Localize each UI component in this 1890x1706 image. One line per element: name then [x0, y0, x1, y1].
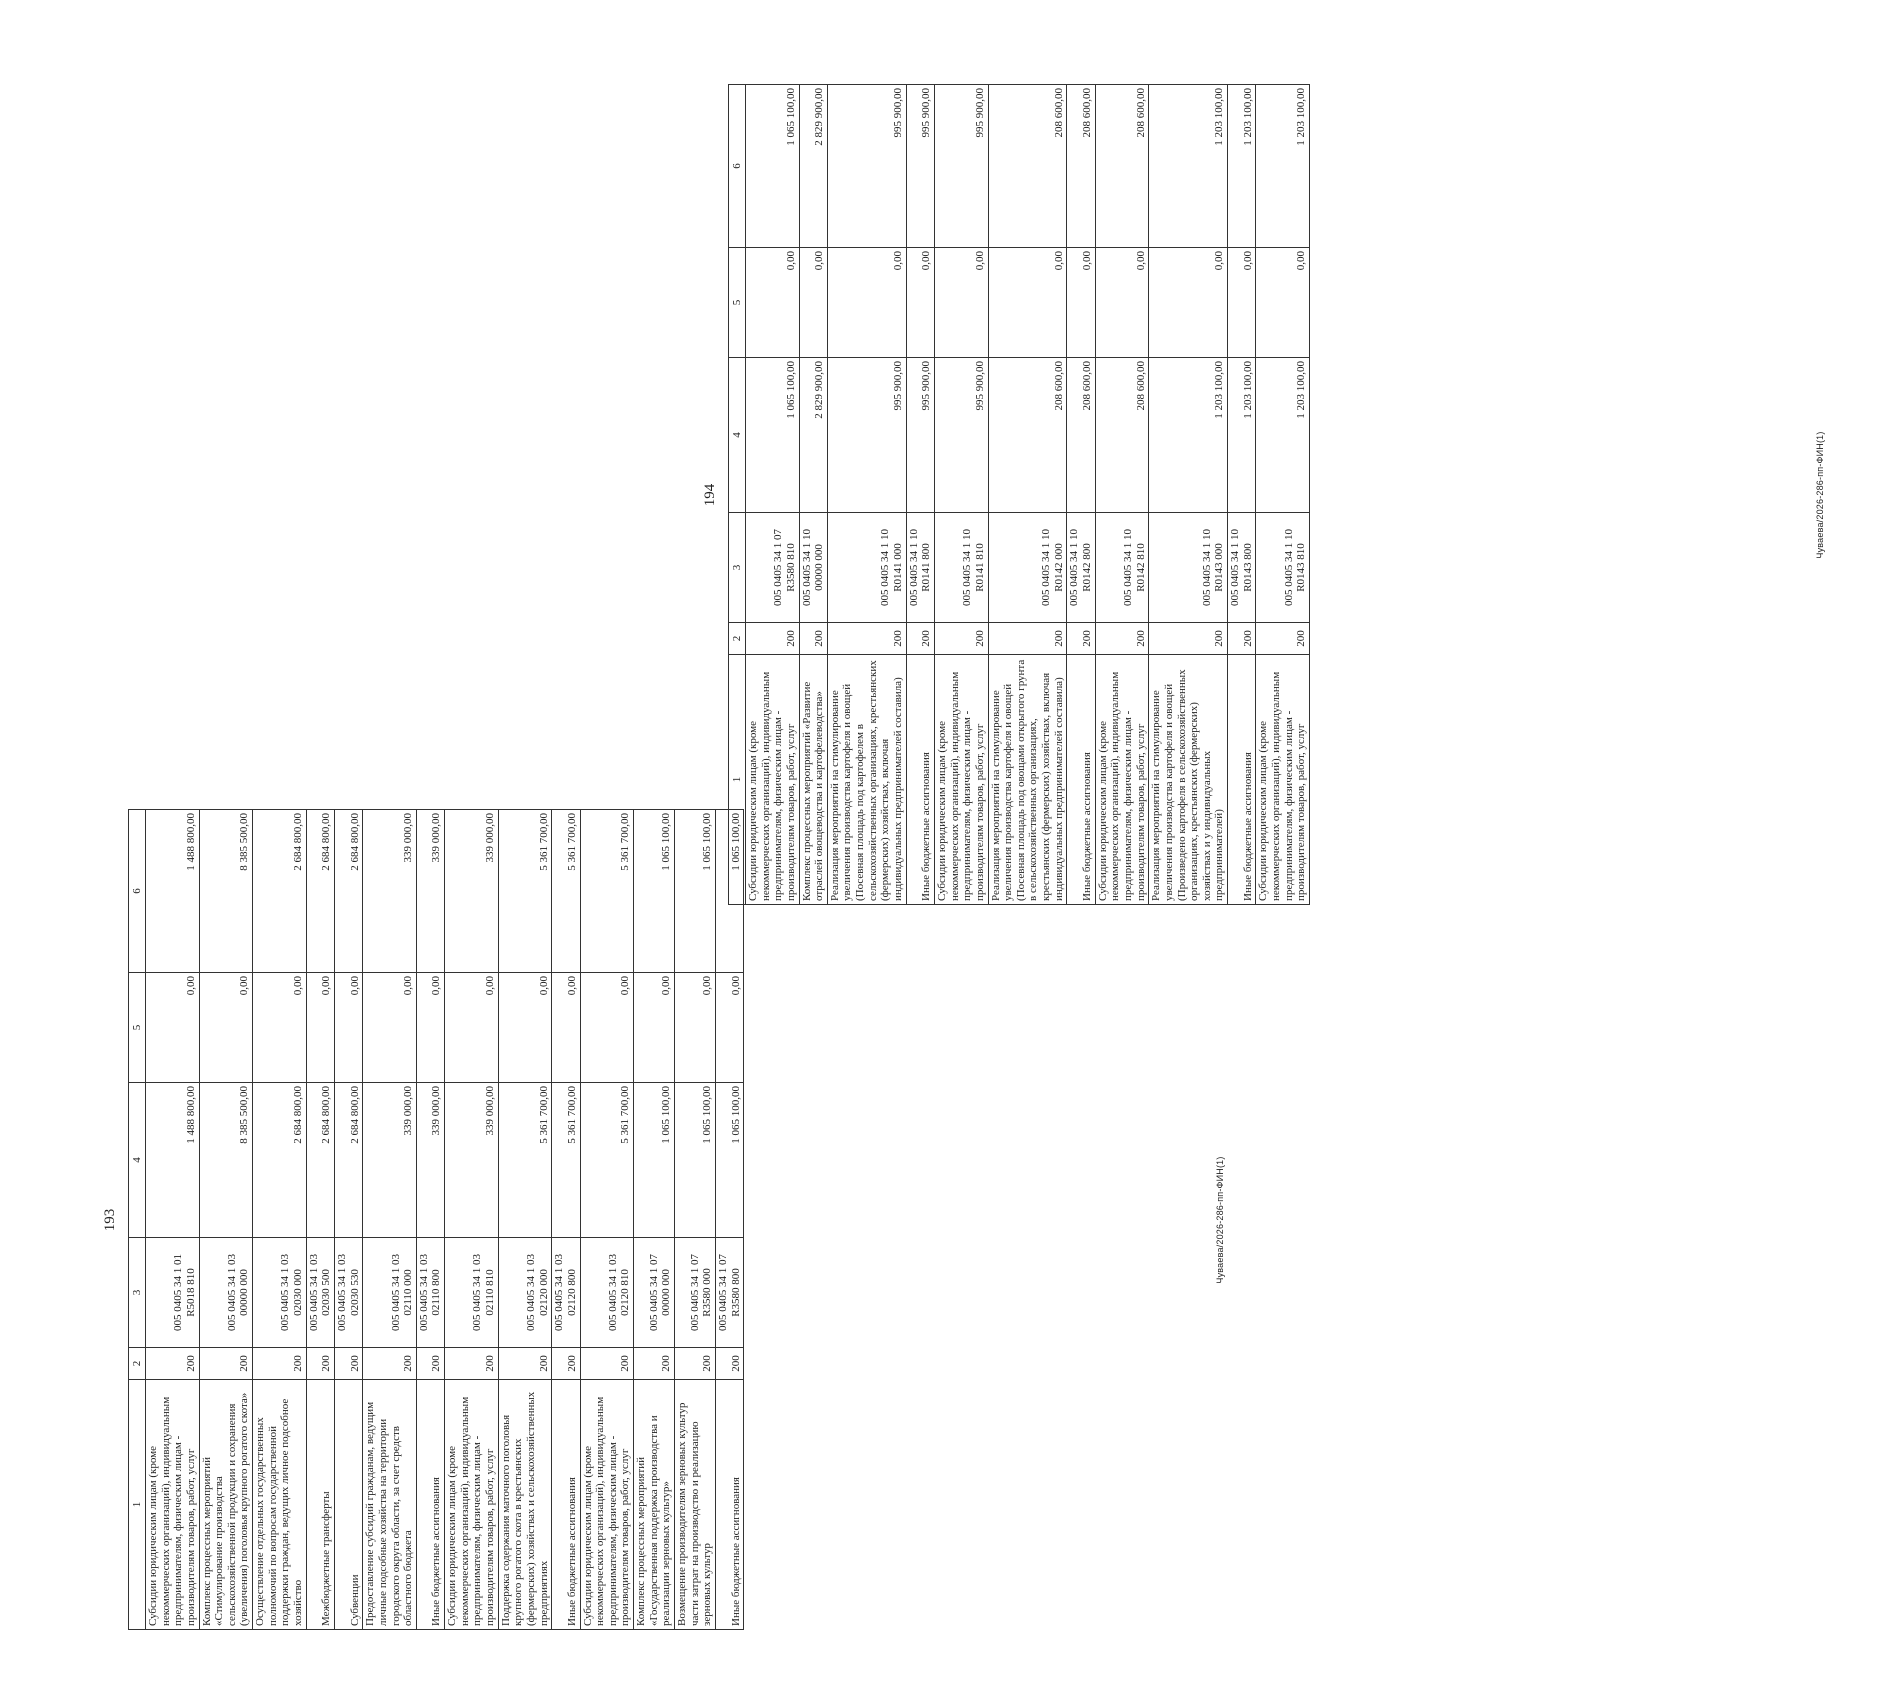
table-cell-c4: 2 829 900,00: [799, 358, 827, 513]
table-cell-c2: 200: [827, 623, 906, 655]
table-cell-c5: 0,00: [827, 248, 906, 358]
table-cell-c4: 339 000,00: [416, 1083, 444, 1238]
table-row: [1095, 85, 1149, 905]
column-header: 2: [129, 1348, 146, 1380]
table-cell-c5: 0,00: [580, 973, 634, 1083]
budget-table: [728, 84, 1310, 905]
table-cell-c6: 339 000,00: [416, 810, 444, 973]
table-cell-c6: 1 203 100,00: [1149, 85, 1228, 248]
table-cell-c1: Иные бюджетные ассигнования: [416, 1380, 444, 1630]
table-cell-c1: Иные бюджетные ассигнования: [1067, 655, 1095, 905]
table-cell-c2: 200: [715, 1348, 743, 1380]
table-cell-c2: 200: [498, 1348, 552, 1380]
table-cell-c2: 200: [363, 1348, 417, 1380]
table-cell-c1: Поддержка содержания маточного поголовья крупного рогатого скота в крестьянских (фермерских) хозяйствах и сельскохозяйственных предприятиях: [498, 1380, 552, 1630]
table-cell-c3: 005 0405 34 1 10 00000 000: [799, 513, 827, 623]
table-cell-c1: Комплекс процессных мероприятий «Развитие отраслей овощеводства и картофелеводства»: [799, 655, 827, 905]
table-cell-c3: 005 0405 34 1 10 R0141 800: [906, 513, 934, 623]
table-row: [1149, 85, 1228, 905]
table-cell-c4: 208 600,00: [1095, 358, 1149, 513]
table-cell-c6: 5 361 700,00: [498, 810, 552, 973]
table-cell-c3: 005 0405 34 1 07 00000 000: [634, 1238, 675, 1348]
table-cell-c1: Осуществление отдельных государственных полномочий по вопросам государственной поддержки граждан, ведущих личное подсобное хозяйство: [253, 1380, 307, 1630]
table-cell-c3: 005 0405 34 1 03 02110 800: [416, 1238, 444, 1348]
table-cell-c6: 1 203 100,00: [1228, 85, 1256, 248]
table-cell-c1: Комплекс процессных мероприятий «Стимулирование производства сельскохозяйственной продукции и сохранения (увеличения) поголовья крупного рогатого скота»: [199, 1380, 253, 1630]
table-row: [988, 85, 1067, 905]
table-row: [1067, 85, 1095, 905]
table-cell-c1: Субсидии юридическим лицам (кроме некоммерческих организаций), индивидуальным предпринимателям, физическим лицам - производителям товаров, работ, услуг: [146, 1380, 200, 1630]
table-cell-c2: 200: [1256, 623, 1310, 655]
table-cell-c2: 200: [634, 1348, 675, 1380]
table-cell-c4: 1 065 100,00: [715, 1083, 743, 1238]
table-cell-c2: 200: [253, 1348, 307, 1380]
table-cell-c5: 0,00: [416, 973, 444, 1083]
table-cell-c1: Субсидии юридическим лицам (кроме некоммерческих организаций), индивидуальным предпринимателям, физическим лицам - производителям товаров, работ, услуг: [746, 655, 800, 905]
table-cell-c6: 339 000,00: [445, 810, 499, 973]
table-cell-c2: 200: [799, 623, 827, 655]
table-cell-c1: Иные бюджетные ассигнования: [715, 1380, 743, 1630]
table-cell-c3: 005 0405 34 1 10 R0143 800: [1228, 513, 1256, 623]
table-body: [746, 85, 1310, 905]
table-cell-c1: Комплекс процессных мероприятий «Государственная поддержка производства и реализации зерновых культур»: [634, 1380, 675, 1630]
table-cell-c4: 2 684 800,00: [334, 1083, 362, 1238]
table-cell-c1: Субсидии юридическим лицам (кроме некоммерческих организаций), индивидуальным предпринимателям, физическим лицам - производителям товаров, работ, услуг: [580, 1380, 634, 1630]
column-header: 6: [729, 85, 746, 248]
table-cell-c2: 200: [1228, 623, 1256, 655]
table-cell-c4: 1 203 100,00: [1149, 358, 1228, 513]
table-cell-c5: 0,00: [906, 248, 934, 358]
table-cell-c3: 005 0405 34 1 03 02030 530: [334, 1238, 362, 1348]
table-cell-c2: 200: [445, 1348, 499, 1380]
table-cell-c1: Предоставление субсидий гражданам, ведущим личные подсобные хозяйства на территории городского округа области, за счет средств областного бюджета: [363, 1380, 417, 1630]
table-row: [934, 85, 988, 905]
table-cell-c6: 339 000,00: [363, 810, 417, 973]
table-cell-c6: 2 684 800,00: [253, 810, 307, 973]
table-cell-c3: 005 0405 34 1 07 R3580 810: [746, 513, 800, 623]
table-cell-c4: 995 900,00: [934, 358, 988, 513]
table-cell-c1: Реализация мероприятий на стимулирование увеличения производства картофеля и овощей (Посевная площадь под картофелем в сельскохозяйственных организациях, крестьянских (фермерских) хозяйствах, включая индивидуальных предпринимателей составила): [827, 655, 906, 905]
table-cell-c2: 200: [199, 1348, 253, 1380]
table-cell-c3: 005 0405 34 1 03 02120 800: [552, 1238, 580, 1348]
table-cell-c4: 1 065 100,00: [746, 358, 800, 513]
table-cell-c5: 0,00: [1256, 248, 1310, 358]
table-cell-c5: 0,00: [1067, 248, 1095, 358]
table-cell-c6: 2 684 800,00: [334, 810, 362, 973]
table-cell-c6: 995 900,00: [934, 85, 988, 248]
table-cell-c4: 339 000,00: [445, 1083, 499, 1238]
table-cell-c5: 0,00: [552, 973, 580, 1083]
table-cell-c2: 200: [988, 623, 1067, 655]
table-cell-c3: 005 0405 34 1 10 R0142 810: [1095, 513, 1149, 623]
table-cell-c4: 208 600,00: [988, 358, 1067, 513]
table-header-row: [729, 85, 746, 905]
table-cell-c4: 995 900,00: [906, 358, 934, 513]
table-cell-c3: 005 0405 34 1 07 R3580 800: [715, 1238, 743, 1348]
table-cell-c6: 208 600,00: [988, 85, 1067, 248]
table-cell-c1: Межбюджетные трансферты: [306, 1380, 334, 1630]
table-cell-c5: 0,00: [1095, 248, 1149, 358]
table-cell-c6: 1 065 100,00: [746, 85, 800, 248]
table-cell-c6: 8 385 500,00: [199, 810, 253, 973]
table-cell-c1: Иные бюджетные ассигнования: [552, 1380, 580, 1630]
table-cell-c5: 0,00: [334, 973, 362, 1083]
table-cell-c4: 1 065 100,00: [634, 1083, 675, 1238]
table-cell-c5: 0,00: [363, 973, 417, 1083]
table-cell-c1: Иные бюджетные ассигнования: [906, 655, 934, 905]
table-cell-c3: 005 0405 34 1 10 R0141 000: [827, 513, 906, 623]
table-cell-c5: 0,00: [199, 973, 253, 1083]
table-cell-c6: 208 600,00: [1095, 85, 1149, 248]
table-cell-c2: 200: [1149, 623, 1228, 655]
table-cell-c5: 0,00: [799, 248, 827, 358]
column-header: 3: [129, 1238, 146, 1348]
table-cell-c3: 005 0405 34 1 03 02120 000: [498, 1238, 552, 1348]
table-cell-c6: 1 065 100,00: [715, 810, 743, 973]
document-code: Чуваева/2026-286-пп-ФИН(1): [1215, 1156, 1225, 1284]
table-cell-c1: Иные бюджетные ассигнования: [1228, 655, 1256, 905]
table-cell-c4: 1 203 100,00: [1228, 358, 1256, 513]
page-number: 193: [102, 1208, 118, 1232]
document-code: Чуваева/2026-286-пп-ФИН(1): [1815, 431, 1825, 559]
table-cell-c5: 0,00: [146, 973, 200, 1083]
table-cell-c2: 200: [1095, 623, 1149, 655]
table-row: [799, 85, 827, 905]
table-cell-c2: 200: [746, 623, 800, 655]
table-cell-c6: 1 488 800,00: [146, 810, 200, 973]
page-number: 194: [702, 483, 718, 507]
table-cell-c4: 2 684 800,00: [253, 1083, 307, 1238]
table-cell-c3: 005 0405 34 1 01 R5018 810: [146, 1238, 200, 1348]
table-cell-c4: 208 600,00: [1067, 358, 1095, 513]
table-cell-c1: Субсидии юридическим лицам (кроме некоммерческих организаций), индивидуальным предпринимателям, физическим лицам - производителям товаров, работ, услуг: [445, 1380, 499, 1630]
table-cell-c4: 8 385 500,00: [199, 1083, 253, 1238]
table-cell-c5: 0,00: [1228, 248, 1256, 358]
table-cell-c5: 0,00: [934, 248, 988, 358]
table-cell-c2: 200: [934, 623, 988, 655]
table-cell-c2: 200: [552, 1348, 580, 1380]
table-row: [827, 85, 906, 905]
table-cell-c2: 200: [334, 1348, 362, 1380]
table-cell-c6: 208 600,00: [1067, 85, 1095, 248]
column-header: 6: [129, 810, 146, 973]
column-header: 1: [729, 655, 746, 905]
table-cell-c6: 995 900,00: [906, 85, 934, 248]
table-cell-c6: 1 203 100,00: [1256, 85, 1310, 248]
table-row: [1256, 85, 1310, 905]
table-cell-c6: 5 361 700,00: [552, 810, 580, 973]
table-cell-c6: 5 361 700,00: [580, 810, 634, 973]
column-header: 4: [729, 358, 746, 513]
table-cell-c5: 0,00: [498, 973, 552, 1083]
column-header: 5: [129, 973, 146, 1083]
table-cell-c4: 1 203 100,00: [1256, 358, 1310, 513]
table-cell-c6: 2 829 900,00: [799, 85, 827, 248]
table-cell-c1: Субсидии юридическим лицам (кроме некоммерческих организаций), индивидуальным предпринимателям, физическим лицам - производителям товаров, работ, услуг: [1095, 655, 1149, 905]
table-cell-c5: 0,00: [253, 973, 307, 1083]
table-row: [906, 85, 934, 905]
table-cell-c2: 200: [416, 1348, 444, 1380]
table-cell-c2: 200: [146, 1348, 200, 1380]
column-header: 2: [729, 623, 746, 655]
table-cell-c3: 005 0405 34 1 10 R0141 810: [934, 513, 988, 623]
table-cell-c3: 005 0405 34 1 10 R0142 800: [1067, 513, 1095, 623]
table-cell-c5: 0,00: [988, 248, 1067, 358]
table-cell-c4: 5 361 700,00: [580, 1083, 634, 1238]
table-row: [1228, 85, 1256, 905]
table-cell-c2: 200: [674, 1348, 715, 1380]
table-cell-c4: 1 065 100,00: [674, 1083, 715, 1238]
table-cell-c6: 1 065 100,00: [634, 810, 675, 973]
table-cell-c4: 5 361 700,00: [498, 1083, 552, 1238]
table-cell-c2: 200: [906, 623, 934, 655]
table-cell-c3: 005 0405 34 1 03 02030 000: [253, 1238, 307, 1348]
table-cell-c5: 0,00: [445, 973, 499, 1083]
table-cell-c2: 200: [306, 1348, 334, 1380]
table-cell-c6: 1 065 100,00: [674, 810, 715, 973]
table-cell-c1: Возмещение производителям зерновых культур части затрат на производство и реализацию зерновых культур: [674, 1380, 715, 1630]
table-cell-c3: 005 0405 34 1 10 R0142 000: [988, 513, 1067, 623]
table-cell-c1: Реализация мероприятий на стимулирование увеличения производства картофеля и овощей (Посевная площадь под овощами открытого грунта в сельскохозяйственных организациях, крестьянских (фермерских) хозяйствах, включая индивидуальных предпринимателей составила): [988, 655, 1067, 905]
table-cell-c3: 005 0405 34 1 03 02030 500: [306, 1238, 334, 1348]
table-cell-c4: 1 488 800,00: [146, 1083, 200, 1238]
table-cell-c3: 005 0405 34 1 10 R0143 810: [1256, 513, 1310, 623]
column-header: 1: [129, 1380, 146, 1630]
table-cell-c5: 0,00: [746, 248, 800, 358]
column-header: 5: [729, 248, 746, 358]
table-cell-c4: 2 684 800,00: [306, 1083, 334, 1238]
table-cell-c1: Реализация мероприятий на стимулирование увеличения производства картофеля и овощей (Произведено картофеля в сельскохозяйственных организациях, крестьянских (фермерских) хозяйствах и у индивидуальных предпринимателей): [1149, 655, 1228, 905]
table-cell-c3: 005 0405 34 1 03 02110 810: [445, 1238, 499, 1348]
column-header: 3: [729, 513, 746, 623]
table-cell-c5: 0,00: [1149, 248, 1228, 358]
table-cell-c3: 005 0405 34 1 03 02110 000: [363, 1238, 417, 1348]
table-cell-c3: 005 0405 34 1 07 R3580 000: [674, 1238, 715, 1348]
table-cell-c5: 0,00: [674, 973, 715, 1083]
table-cell-c2: 200: [580, 1348, 634, 1380]
table-cell-c1: Субвенции: [334, 1380, 362, 1630]
table-cell-c3: 005 0405 34 1 03 00000 000: [199, 1238, 253, 1348]
table-cell-c3: 005 0405 34 1 10 R0143 000: [1149, 513, 1228, 623]
table-cell-c4: 5 361 700,00: [552, 1083, 580, 1238]
column-header: 4: [129, 1083, 146, 1238]
table-cell-c5: 0,00: [715, 973, 743, 1083]
table-cell-c1: Субсидии юридическим лицам (кроме некоммерческих организаций), индивидуальным предпринимателям, физическим лицам - производителям товаров, работ, услуг: [1256, 655, 1310, 905]
table-cell-c6: 2 684 800,00: [306, 810, 334, 973]
table-cell-c5: 0,00: [634, 973, 675, 1083]
table-row: [746, 85, 800, 905]
table-cell-c4: 995 900,00: [827, 358, 906, 513]
table-cell-c2: 200: [1067, 623, 1095, 655]
table-cell-c4: 339 000,00: [363, 1083, 417, 1238]
table-cell-c5: 0,00: [306, 973, 334, 1083]
table-cell-c3: 005 0405 34 1 03 02120 810: [580, 1238, 634, 1348]
table-cell-c6: 995 900,00: [827, 85, 906, 248]
table-cell-c1: Субсидии юридическим лицам (кроме некоммерческих организаций), индивидуальным предпринимателям, физическим лицам - производителям товаров, работ, услуг: [934, 655, 988, 905]
